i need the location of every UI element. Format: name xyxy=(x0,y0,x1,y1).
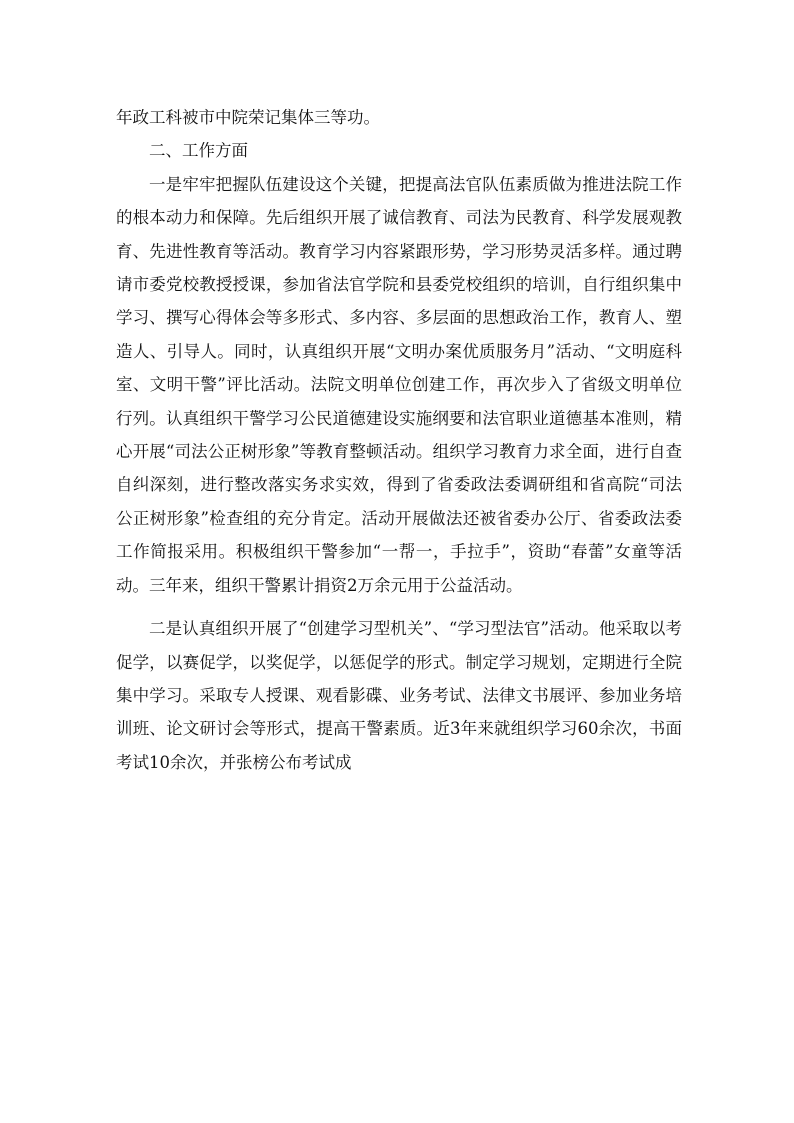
paragraph-gap xyxy=(116,602,682,612)
paragraph-learning-activities: 二是认真组织开展了“创建学习型机关”、“学习型法官”活动。他采取以考促学，以赛促学，以奖促学，以惩促学的形式。制定学习规划，定期进行全院集中学习。采取专人授课、观看影碟、业务考试、法律文书展评、参加业务培训班、论文研讨会等形式，提高干警素质。近3年来就组织学习60余次，书面考试10余次，并张榜公布考试成 xyxy=(116,619,682,772)
section-heading: 二、工作方面 xyxy=(149,141,248,161)
paragraph-continuation: 年政工科被市中院荣记集体三等功。 xyxy=(116,108,380,127)
paragraph-team-building: 一是牢牢把握队伍建设这个关键，把提高法官队伍素质做为推进法院工作的根本动力和保障。先后组织开展了诚信教育、司法为民教育、科学发展观教育、先进性教育等活动。教育学习内容紧跟形势，学习形势灵活多样。通过聘请市委党校教授授课，参加省法官学院和县委党校组织的培训，自行组织集中学习、撰写心得体会等多形式、多内容、多层面的思想政治工作，教育人、塑造人、引导人。同时，认真组织开展“文明办案优质服务月”活动、“文明庭科室、文明干警”评比活动。法院文明单位创建工作，再次步入了省级文明单位行列。认真组织干警学习公民道德建设实施纲要和法官职业道德基本准则，精心开展“司法公正树形象”等教育整顿活动。组织学习教育力求全面，进行自查自纠深刻，进行整改落实务求实效，得到了省委政法委调研组和省高院“司法公正树形象”检查组的充分肯定。活动开展做法还被省委办公厅、省委政法委工作简报采用。积极组织干警参加“一帮一，手拉手”，资助“春蕾”女童等活动。三年来，组织干警累计捐资2万余元用于公益活动。 xyxy=(116,174,682,595)
document-body xyxy=(116,101,682,779)
